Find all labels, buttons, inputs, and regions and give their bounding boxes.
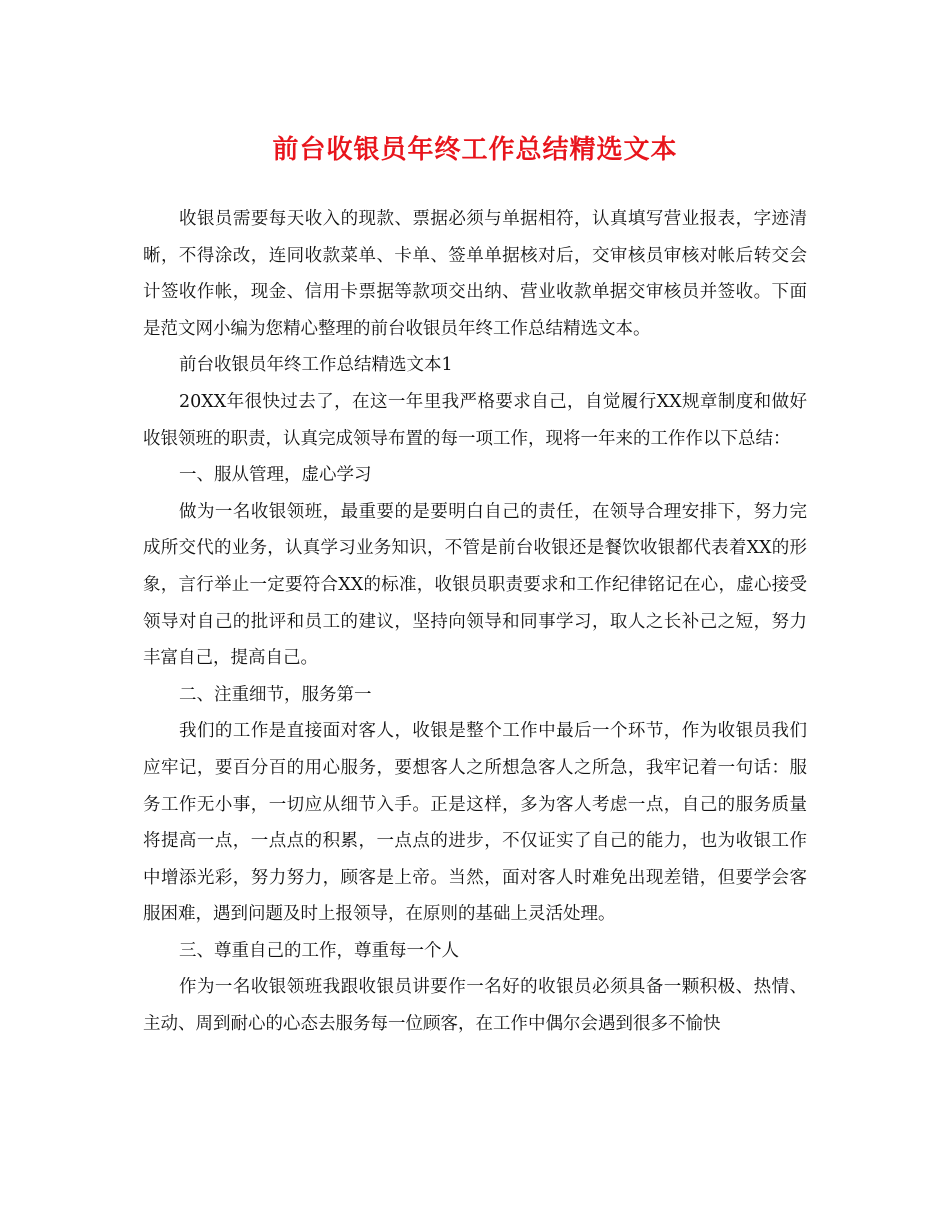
section-heading-2: 二、注重细节，服务第一 [179, 684, 372, 705]
paragraph-opening: 20XX年很快过去了，在这一年里我严格要求自己，自觉履行XX规章制度和做好收银领班的职责，认真完成领导布置的每一项工作，现将一年来的工作作以下总结： [143, 391, 807, 449]
document-body [143, 201, 807, 1043]
paragraph-section-1: 做为一名收银领班，最重要的是要明白自己的责任，在领导合理安排下，努力完成所交代的业务，认真学习业务知识，不管是前台收银还是餐饮收银都代表着XX的形象，言行举止一定要符合XX的标准，收银员职责要求和工作纪律铭记在心，虚心接受领导对自己的批评和员工的建议，坚持向领导和同事学习，取人之长补己之短，努力丰富自己，提高自己。 [143, 501, 807, 669]
document-title: 前台收银员年终工作总结精选文本 [272, 135, 678, 165]
paragraph-intro: 收银员需要每天收入的现款、票据必须与单据相符，认真填写营业报表，字迹清晰，不得涂改，连同收款菜单、卡单、签单单据核对后，交审核员审核对帐后转交会计签收作帐，现金、信用卡票据等款项交出纳、营业收款单据交审核员并签收。下面是范文网小编为您精心整理的前台收银员年终工作总结精选文本。 [143, 209, 807, 339]
section-heading-1: 一、服从管理，虚心学习 [179, 465, 372, 486]
paragraph-section-2: 我们的工作是直接面对客人，收银是整个工作中最后一个环节，作为收银员我们应牢记，要百分百的用心服务，要想客人之所想急客人之所急，我牢记着一句话：服务工作无小事，一切应从细节入手。正是这样，多为客人考虑一点，自己的服务质量将提高一点，一点点的积累，一点点的进步，不仅证实了自己的能力，也为收银工作中增添光彩，努力努力，顾客是上帝。当然，面对客人时难免出现差错，但要学会客服困难，遇到问题及时上报领导，在原则的基础上灵活处理。 [143, 721, 807, 925]
paragraph-subtitle-1: 前台收银员年终工作总结精选文本1 [179, 355, 453, 376]
section-heading-3: 三、尊重自己的工作，尊重每一个人 [179, 940, 459, 961]
paragraph-section-3: 作为一名收银领班我跟收银员讲要作一名好的收银员必须具备一颗积极、热情、主动、周到耐心的心态去服务每一位顾客，在工作中偶尔会遇到很多不愉快 [143, 977, 807, 1035]
